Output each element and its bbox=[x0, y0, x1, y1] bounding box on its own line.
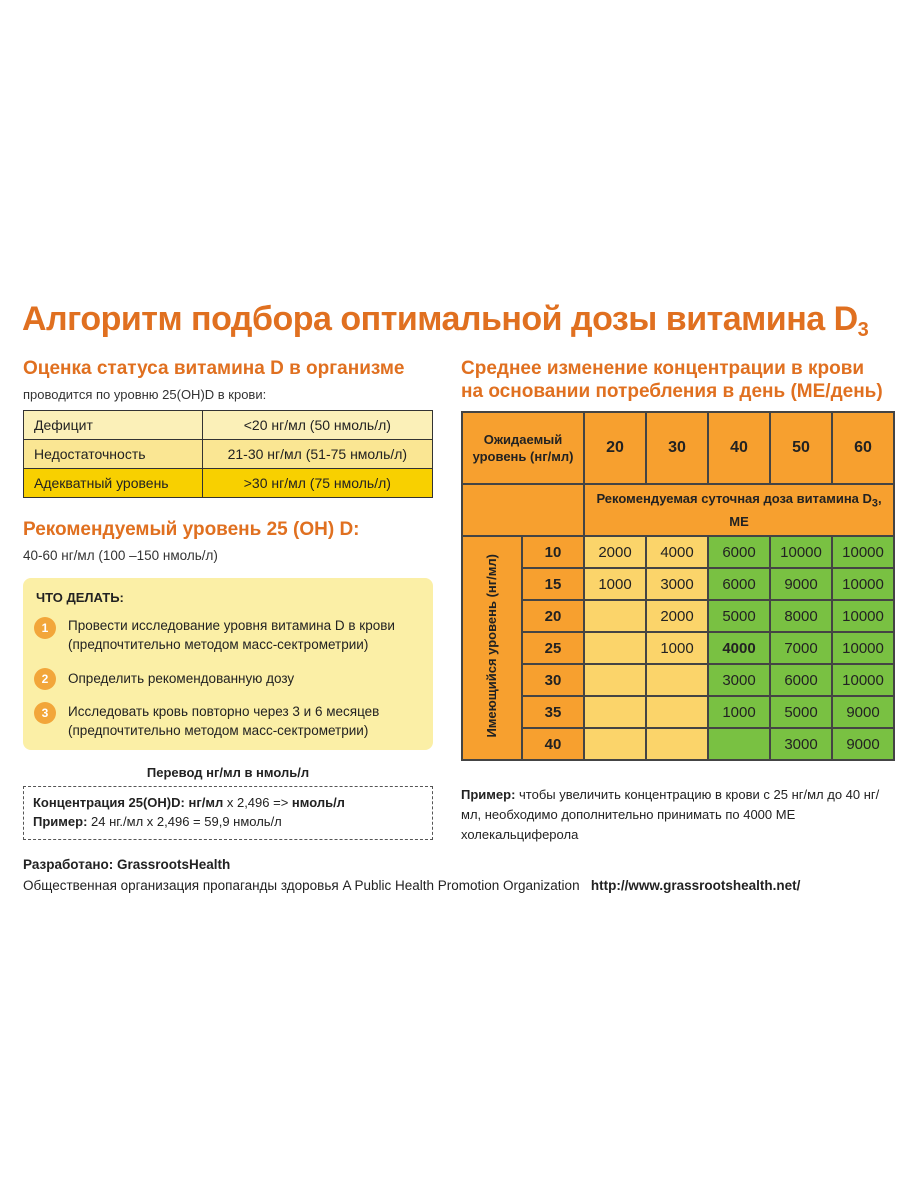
table-row bbox=[462, 568, 894, 600]
website-link[interactable]: http://www.grassrootshealth.net/ bbox=[590, 878, 801, 893]
dose-example: Пример: чтобы увеличить концентрацию в крови с 25 нг/мл до 40 нг/мл, необходимо дополнительно принимать по 4000 МЕ холекальциферола bbox=[461, 787, 880, 842]
table-row bbox=[462, 536, 894, 568]
status-table bbox=[23, 410, 433, 498]
current-level: 20 bbox=[522, 600, 584, 632]
status-heading: Оценка статуса витамина D в организме bbox=[23, 358, 405, 379]
dose-cell bbox=[708, 728, 770, 760]
step-number: 2 bbox=[34, 668, 56, 690]
organization-line: Общественная организация пропаганды здоровья A Public Health Promotion Organization http://www.grassrootshealth.net/ bbox=[23, 878, 801, 893]
dose-cell bbox=[646, 696, 708, 728]
dose-cell: 2000 bbox=[646, 600, 708, 632]
dose-cell: 10000 bbox=[832, 632, 894, 664]
expected-level: 60 bbox=[832, 412, 894, 484]
dose-cell: 1000 bbox=[646, 632, 708, 664]
dose-cell bbox=[584, 728, 646, 760]
dose-cell: 3000 bbox=[646, 568, 708, 600]
dose-cell bbox=[584, 696, 646, 728]
current-label: Имеющийся уровень (нг/мл) bbox=[484, 554, 499, 738]
dose-cell: 10000 bbox=[832, 600, 894, 632]
dose-table bbox=[461, 411, 895, 761]
dose-cell-highlight: 4000 bbox=[708, 632, 770, 664]
dose-cell: 8000 bbox=[770, 600, 832, 632]
dose-cell bbox=[584, 600, 646, 632]
table-row bbox=[462, 696, 894, 728]
status-note: проводится по уровню 25(OH)D в крови: bbox=[23, 387, 267, 402]
todo-step: Исследовать кровь повторно через 3 и 6 месяцев (предпочтительно методом масс-сектрометрии) bbox=[68, 704, 380, 738]
current-label-cell bbox=[462, 536, 522, 760]
status-value: >30 нг/мл (75 нмоль/л) bbox=[202, 469, 432, 498]
table-row bbox=[462, 728, 894, 760]
dose-heading-line2: на основании потребления в день (МЕ/день) bbox=[461, 381, 883, 402]
dose-cell: 5000 bbox=[770, 696, 832, 728]
dose-cell: 1000 bbox=[584, 568, 646, 600]
dose-cell: 2000 bbox=[584, 536, 646, 568]
step-number: 1 bbox=[34, 617, 56, 639]
expected-level: 20 bbox=[584, 412, 646, 484]
recommended-heading: Рекомендуемый уровень 25 (OH) D: bbox=[23, 519, 360, 540]
table-row bbox=[462, 412, 894, 484]
todo-heading: ЧТО ДЕЛАТЬ: bbox=[36, 590, 124, 605]
developed-by: Разработано: GrassrootsHealth bbox=[23, 857, 231, 872]
dose-cell bbox=[646, 664, 708, 696]
dose-cell: 4000 bbox=[646, 536, 708, 568]
current-level: 15 bbox=[522, 568, 584, 600]
expected-level: 50 bbox=[770, 412, 832, 484]
status-label: Адекватный уровень bbox=[24, 469, 203, 498]
dose-cell: 3000 bbox=[708, 664, 770, 696]
conversion-formula: Концентрация 25(OH)D: нг/мл x 2,496 => нмоль/л bbox=[33, 795, 345, 810]
recommended-value: 40-60 нг/мл (100 –150 нмоль/л) bbox=[23, 548, 218, 563]
current-level: 30 bbox=[522, 664, 584, 696]
dose-cell bbox=[584, 664, 646, 696]
dose-cell: 10000 bbox=[832, 568, 894, 600]
dose-cell: 3000 bbox=[770, 728, 832, 760]
dose-cell: 9000 bbox=[770, 568, 832, 600]
current-level: 25 bbox=[522, 632, 584, 664]
dose-heading-line1: Среднее изменение концентрации в крови bbox=[461, 358, 865, 379]
table-row bbox=[24, 440, 433, 469]
dose-cell: 1000 bbox=[708, 696, 770, 728]
page-title: Алгоритм подбора оптимальной дозы витамина $D_3$ bbox=[22, 300, 869, 341]
table-row bbox=[462, 600, 894, 632]
table-row bbox=[24, 411, 433, 440]
dose-cell: 6000 bbox=[708, 568, 770, 600]
conversion-heading: Перевод нг/мл в нмоль/л bbox=[146, 765, 310, 780]
dose-cell bbox=[584, 632, 646, 664]
expected-label: Ожидаемый уровень (нг/мл) bbox=[462, 412, 584, 484]
todo-step: Определить рекомендованную дозу bbox=[68, 671, 295, 686]
expected-level: 30 bbox=[646, 412, 708, 484]
table-row bbox=[462, 484, 894, 536]
current-level: 35 bbox=[522, 696, 584, 728]
dose-cell: 7000 bbox=[770, 632, 832, 664]
dose-cell: 9000 bbox=[832, 696, 894, 728]
expected-level: 40 bbox=[708, 412, 770, 484]
conversion-example: Пример: 24 нг./мл x 2,496 = 59,9 нмоль/л bbox=[33, 814, 282, 829]
dose-cell bbox=[646, 728, 708, 760]
dose-cell: 10000 bbox=[832, 536, 894, 568]
dose-cell: 5000 bbox=[708, 600, 770, 632]
table-row bbox=[462, 664, 894, 696]
current-level: 10 bbox=[522, 536, 584, 568]
dose-cell: 6000 bbox=[770, 664, 832, 696]
todo-step: Провести исследование уровня витамина D в крови (предпочтительно методом масс-сектрометрии) bbox=[68, 618, 395, 652]
status-value: <20 нг/мл (50 нмоль/л) bbox=[202, 411, 432, 440]
current-level: 40 bbox=[522, 728, 584, 760]
dose-cell: 9000 bbox=[832, 728, 894, 760]
dose-label: Рекомендуемая суточная доза витамина $D_3$, МЕ bbox=[584, 484, 894, 536]
step-number: 3 bbox=[34, 702, 56, 724]
status-value: 21-30 нг/мл (51-75 нмоль/л) bbox=[202, 440, 432, 469]
status-label: Дефицит bbox=[24, 411, 203, 440]
dose-cell: 10000 bbox=[832, 664, 894, 696]
table-row bbox=[462, 632, 894, 664]
dose-cell: 10000 bbox=[770, 536, 832, 568]
table-row bbox=[24, 469, 433, 498]
status-label: Недостаточность bbox=[24, 440, 203, 469]
dose-cell: 6000 bbox=[708, 536, 770, 568]
